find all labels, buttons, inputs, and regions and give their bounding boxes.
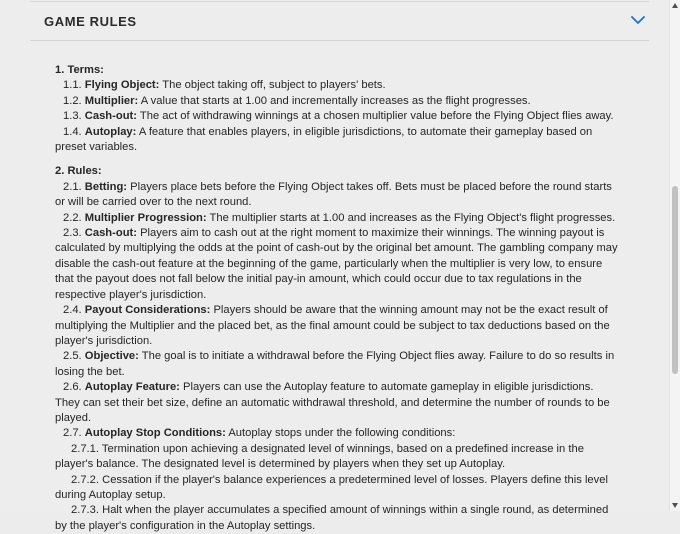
section-title: GAME RULES bbox=[44, 14, 137, 29]
rule-item: 2.7. Autoplay Stop Conditions: Autoplay stops under the following conditions: bbox=[63, 427, 456, 440]
rule-item: 2.1. Betting: Players place bets before the Flying Object takes off. Bets must be placed before the round starts or will be carried over to the next round. bbox=[55, 180, 612, 209]
rule-item: 2.6. Autoplay Feature: Players can use the Autoplay feature to automate gameplay in eligible jurisdictions. They can set their bet size, define an automatic withdrawal threshold, and determine the number of rounds to be played. bbox=[55, 381, 610, 424]
rules-heading: 2. Rules: bbox=[55, 165, 102, 178]
rule-item: 2.5. Objective: The goal is to initiate a withdrawal before the Flying Object flies away. Failure to do so results in losing the bet. bbox=[55, 350, 615, 378]
scroll-down-arrow-icon[interactable] bbox=[672, 503, 678, 508]
rule-item: 2.3. Cash-out: Players aim to cash out at the right moment to maximize their winnings. The winning payout is calculated by multiplying the odds at the point of cash-out by the original bet amount. The gambling company may disable the cash-out feature at the beginning of the game, particularly when the multiplier is very low, to ensure that the payout does not fall below the initial pay-in amount, which could occur due to tax regulations in the respective player's jurisdiction. bbox=[55, 227, 618, 301]
rule-subitem: 2.7.3. Halt when the player accumulates a specified amount of winnings within a single round, as determined by the player's configuration in the Autoplay settings. bbox=[55, 504, 609, 532]
terms-heading: 1. Terms: bbox=[55, 64, 104, 76]
game-rules-accordion-header[interactable] bbox=[30, 2, 649, 41]
rules-content bbox=[55, 63, 621, 534]
scrollbar-thumb[interactable] bbox=[672, 186, 678, 374]
term-item: 1.2. Multiplier: A value that starts at 1.00 and incrementally increases as the flight progresses. bbox=[63, 94, 531, 107]
term-item: 1.3. Cash-out: The act of withdrawing winnings at a chosen multiplier value before the Flying Object flies away. bbox=[63, 110, 614, 123]
rule-item: 2.4. Payout Considerations: Players should be aware that the winning amount may not be the exact result of multiplying the Multiplier and the placed bet, as the final amount could be subject to tax deductions based on the player's jurisdiction. bbox=[55, 304, 610, 347]
term-item: 1.4. Autoplay: A feature that enables players, in eligible jurisdictions, to automate their gameplay based on preset variables. bbox=[55, 125, 593, 154]
rule-subitem: 2.7.1. Termination upon achieving a designated level of winnings, based on a predefined increase in the player's balance. The designated level is determined by players when they set up Autoplay. bbox=[55, 442, 584, 471]
scroll-up-arrow-icon[interactable] bbox=[672, 3, 678, 8]
rule-item: 2.2. Multiplier Progression: The multiplier starts at 1.00 and increases as the Flying Object's flight progresses. bbox=[63, 211, 616, 224]
chevron-down-icon[interactable] bbox=[631, 15, 645, 25]
vertical-scrollbar[interactable] bbox=[669, 0, 680, 511]
rule-subitem: 2.7.2. Cessation if the player's balance experiences a predetermined level of losses. Players define this level during Autoplay setup. bbox=[55, 473, 608, 501]
term-item: 1.1. Flying Object: The object taking off, subject to players' bets. bbox=[63, 79, 386, 92]
